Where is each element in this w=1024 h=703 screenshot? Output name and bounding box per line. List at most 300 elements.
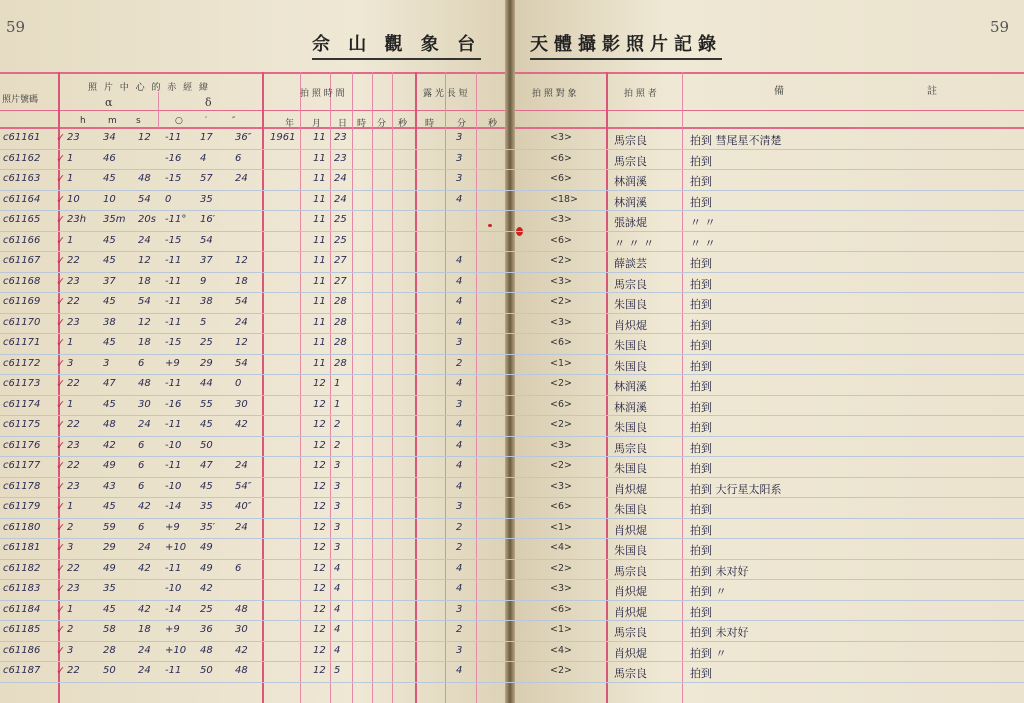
ra-seconds: 42 bbox=[138, 501, 151, 512]
dec-degrees: 0 bbox=[165, 193, 172, 205]
checkmark: ✓ bbox=[56, 664, 66, 677]
ra-minutes: 37 bbox=[103, 275, 116, 287]
exposure-minutes: 3 bbox=[456, 603, 463, 615]
ra-hours: 23h bbox=[67, 214, 87, 225]
dec-arcsec: 24 bbox=[235, 173, 248, 184]
dec-arcmin: 45 bbox=[200, 419, 213, 430]
exposure-minutes: 2 bbox=[456, 521, 463, 533]
month: 12 bbox=[313, 521, 326, 533]
object: <6> bbox=[550, 234, 572, 246]
observer: 肖炽焜 bbox=[614, 482, 647, 496]
dec-arcsec: 6 bbox=[235, 562, 242, 574]
dec-arcsec: 12 bbox=[235, 337, 248, 348]
object: <2> bbox=[550, 460, 572, 471]
table-row bbox=[0, 355, 1024, 376]
sub-minute: 分 bbox=[377, 119, 387, 129]
observer: 馬宗良 bbox=[614, 564, 647, 578]
day: 3 bbox=[334, 521, 341, 533]
checkmark: ✓ bbox=[56, 172, 66, 185]
table-row bbox=[0, 560, 1024, 581]
dec-degrees: -11 bbox=[165, 419, 182, 430]
right-page-number: 59 bbox=[990, 18, 1010, 36]
ra-hours: 22 bbox=[67, 419, 80, 430]
month: 12 bbox=[313, 624, 326, 635]
object: <3> bbox=[550, 316, 572, 328]
object: <1> bbox=[550, 521, 572, 533]
exposure-minutes: 2 bbox=[456, 624, 463, 635]
dec-degrees: +9 bbox=[165, 624, 180, 635]
ra-hours: 1 bbox=[67, 173, 74, 184]
remarks: 拍到 bbox=[690, 154, 712, 168]
ra-minutes: 47 bbox=[103, 378, 116, 389]
plate-number: c61183 bbox=[3, 583, 41, 594]
dec-degrees: -11 bbox=[165, 132, 182, 143]
ra-hours: 23 bbox=[67, 439, 80, 451]
day: 28 bbox=[334, 357, 347, 369]
plate-number: c61184 bbox=[3, 603, 41, 615]
dec-arcmin: 49 bbox=[200, 542, 213, 553]
ra-seconds: 24 bbox=[138, 234, 151, 246]
remarks: 拍到 未对好 bbox=[690, 564, 749, 578]
dec-degrees: -10 bbox=[165, 439, 182, 451]
day: 28 bbox=[334, 337, 347, 348]
table-row bbox=[0, 129, 1024, 150]
table-row bbox=[0, 498, 1024, 519]
object: <6> bbox=[550, 337, 572, 348]
observer: 肖炽焜 bbox=[614, 318, 647, 332]
ra-seconds: 12 bbox=[138, 316, 151, 328]
ra-seconds: 24 bbox=[138, 644, 151, 656]
table-row bbox=[0, 273, 1024, 294]
ra-seconds: 24 bbox=[138, 419, 151, 430]
exposure-minutes: 3 bbox=[456, 644, 463, 656]
header-remarks-2: 註 bbox=[927, 86, 937, 97]
table-row bbox=[0, 252, 1024, 273]
dec-arcmin: 38 bbox=[200, 296, 213, 307]
ra-hours: 23 bbox=[67, 275, 80, 287]
checkmark: ✓ bbox=[56, 233, 66, 247]
dec-arcsec: 42 bbox=[235, 644, 248, 656]
exposure-minutes: 3 bbox=[456, 337, 463, 348]
remarks: 拍到 彗尾星不清楚 bbox=[690, 134, 782, 147]
observer: 薛談芸 bbox=[614, 257, 647, 270]
exposure-minutes: 2 bbox=[456, 357, 463, 369]
checkmark: ✓ bbox=[56, 459, 66, 472]
observer: 馬宗良 bbox=[614, 134, 647, 147]
day: 3 bbox=[334, 480, 341, 492]
day: 25 bbox=[334, 214, 347, 225]
row-rule bbox=[0, 682, 1024, 683]
left-header-rule bbox=[0, 110, 510, 111]
month: 11 bbox=[313, 316, 326, 328]
ra-minutes: 48 bbox=[103, 419, 116, 430]
object: <3> bbox=[550, 214, 572, 225]
checkmark: ✓ bbox=[56, 541, 66, 554]
plate-number: c61182 bbox=[3, 562, 41, 574]
exposure-minutes: 4 bbox=[456, 193, 463, 205]
remarks: 拍到 bbox=[690, 503, 712, 516]
object: <2> bbox=[550, 378, 572, 389]
plate-number: c61178 bbox=[3, 480, 41, 492]
header-object: 拍 照 對 象 bbox=[532, 89, 577, 99]
ra-hours: 22 bbox=[67, 460, 80, 471]
day: 2 bbox=[334, 419, 341, 430]
right-header-rule bbox=[512, 110, 1024, 111]
remarks: 拍到 bbox=[690, 339, 712, 352]
table-row bbox=[0, 150, 1024, 171]
plate-number: c61164 bbox=[3, 193, 41, 205]
ra-seconds: 18 bbox=[138, 624, 151, 635]
remarks: 拍到 bbox=[690, 400, 712, 414]
month: 12 bbox=[313, 562, 326, 574]
object: <6> bbox=[550, 603, 572, 615]
ra-seconds: 54 bbox=[138, 296, 151, 307]
ra-seconds: 42 bbox=[138, 603, 151, 615]
month: 11 bbox=[313, 275, 326, 287]
dec-degrees: -11 bbox=[165, 296, 182, 307]
sub-second: 秒 bbox=[398, 119, 408, 129]
object: <2> bbox=[550, 665, 572, 676]
checkmark: ✓ bbox=[56, 377, 66, 390]
dec-degrees: -11 bbox=[165, 255, 182, 266]
dec-arcmin: 47 bbox=[200, 460, 213, 471]
ra-hours: 22 bbox=[67, 255, 80, 266]
observer: 林润溪 bbox=[614, 380, 647, 393]
ra-minutes: 45 bbox=[103, 337, 116, 348]
observer: 朱国良 bbox=[614, 421, 647, 434]
dec-arcsec: 36″ bbox=[235, 132, 252, 143]
checkmark: ✓ bbox=[56, 336, 66, 349]
dec-degrees: +10 bbox=[165, 542, 187, 553]
day: 2 bbox=[334, 439, 341, 451]
ra-hours: 2 bbox=[67, 521, 74, 533]
object: <4> bbox=[550, 542, 572, 553]
month: 11 bbox=[313, 193, 326, 205]
dec-degrees: -14 bbox=[165, 501, 182, 512]
table-row bbox=[0, 191, 1024, 212]
month: 12 bbox=[313, 665, 326, 676]
checkmark: ✓ bbox=[56, 356, 66, 370]
day: 4 bbox=[334, 624, 341, 635]
month: 12 bbox=[313, 378, 326, 389]
ra-minutes: 34 bbox=[103, 132, 116, 143]
dec-arcsec: 24 bbox=[235, 521, 248, 533]
remarks: 拍到 bbox=[690, 605, 712, 619]
header-remarks-1: 備 bbox=[774, 86, 784, 97]
ra-hours: 22 bbox=[67, 665, 80, 676]
ra-minutes: 45 bbox=[103, 255, 116, 266]
ra-hours: 1 bbox=[67, 234, 74, 246]
header-exposure-length: 露 光 長 短 bbox=[423, 89, 468, 99]
object: <6> bbox=[550, 398, 572, 410]
month: 11 bbox=[313, 132, 326, 143]
ra-minutes: 35 bbox=[103, 583, 116, 594]
ra-seconds: 6 bbox=[138, 357, 145, 369]
object: <3> bbox=[550, 480, 572, 492]
ra-seconds: 30 bbox=[138, 398, 151, 410]
dec-arcsec: 12 bbox=[235, 255, 248, 266]
remarks: 拍到 bbox=[690, 462, 712, 475]
ra-hours: 23 bbox=[67, 132, 80, 143]
dec-arcmin: 45 bbox=[200, 480, 213, 492]
checkmark: ✓ bbox=[56, 274, 66, 288]
day: 27 bbox=[334, 255, 347, 266]
day: 4 bbox=[334, 583, 341, 594]
checkmark: ✓ bbox=[56, 192, 66, 206]
plate-number: c61174 bbox=[3, 398, 41, 410]
ra-minutes: 10 bbox=[103, 193, 116, 205]
ra-seconds: 18 bbox=[138, 337, 151, 348]
ra-hours: 23 bbox=[67, 316, 80, 328]
ra-seconds: 24 bbox=[138, 665, 151, 676]
month: 11 bbox=[313, 255, 326, 266]
checkmark: ✓ bbox=[56, 418, 66, 431]
dec-arcmin: 35 bbox=[200, 501, 213, 512]
ra-hours: 1 bbox=[67, 398, 74, 410]
observer: 林润溪 bbox=[614, 175, 647, 188]
year: 1961 bbox=[270, 132, 296, 143]
month: 12 bbox=[313, 460, 326, 471]
observer: 朱国良 bbox=[614, 462, 647, 475]
exposure-minutes: 3 bbox=[456, 132, 463, 143]
sub-exp-hour: 時 bbox=[425, 119, 435, 129]
checkmark: ✓ bbox=[56, 397, 66, 411]
ra-minutes: 45 bbox=[103, 603, 116, 615]
month: 12 bbox=[313, 439, 326, 451]
observer: 馬宗良 bbox=[614, 441, 647, 455]
ra-hours: 3 bbox=[67, 644, 74, 656]
exposure-minutes: 3 bbox=[456, 152, 463, 164]
ra-seconds: 6 bbox=[138, 439, 145, 451]
checkmark: ✓ bbox=[56, 131, 66, 144]
sub-deg: ○ bbox=[175, 116, 183, 126]
ra-seconds: 42 bbox=[138, 562, 151, 574]
checkmark: ✓ bbox=[56, 500, 66, 513]
table-row bbox=[0, 314, 1024, 335]
day: 3 bbox=[334, 542, 341, 553]
ra-hours: 22 bbox=[67, 378, 80, 389]
ra-seconds: 12 bbox=[138, 132, 151, 143]
plate-number: c61180 bbox=[3, 521, 41, 533]
plate-number: c61170 bbox=[3, 316, 41, 328]
plate-number: c61176 bbox=[3, 439, 41, 451]
dec-arcsec: 6 bbox=[235, 152, 242, 164]
object: <1> bbox=[550, 357, 572, 369]
observer: 肖炽焜 bbox=[614, 585, 647, 598]
day: 23 bbox=[334, 132, 347, 143]
sub-h: h bbox=[80, 116, 86, 126]
dec-degrees: -16 bbox=[165, 152, 182, 164]
ra-hours: 1 bbox=[67, 603, 74, 615]
ra-seconds: 48 bbox=[138, 378, 151, 389]
dec-arcmin: 57 bbox=[200, 173, 213, 184]
object: <6> bbox=[550, 173, 572, 184]
remarks: 〃 〃 bbox=[690, 216, 716, 229]
right-top-rule bbox=[512, 72, 1024, 74]
remarks: 拍到 bbox=[690, 298, 712, 311]
plate-number: c61167 bbox=[3, 255, 41, 266]
ra-minutes: 50 bbox=[103, 665, 116, 676]
observer: 〃 〃 〃 bbox=[614, 236, 654, 250]
ra-minutes: 29 bbox=[103, 542, 116, 553]
table-row bbox=[0, 416, 1024, 437]
month: 12 bbox=[313, 501, 326, 512]
month: 11 bbox=[313, 357, 326, 369]
dec-arcsec: 30 bbox=[235, 398, 248, 410]
checkmark: ✓ bbox=[56, 520, 66, 534]
day: 4 bbox=[334, 644, 341, 656]
table-row bbox=[0, 170, 1024, 191]
day: 24 bbox=[334, 193, 347, 205]
dec-degrees: -16 bbox=[165, 398, 182, 410]
remarks: 拍到 bbox=[690, 195, 712, 209]
ra-hours: 10 bbox=[67, 193, 80, 205]
table-row bbox=[0, 642, 1024, 663]
remarks: 拍到 〃 bbox=[690, 585, 727, 598]
day: 28 bbox=[334, 296, 347, 307]
dec-arcmin: 5 bbox=[200, 316, 207, 328]
plate-number: c61186 bbox=[3, 644, 41, 656]
sub-month: 月 bbox=[312, 119, 322, 129]
plate-number: c61187 bbox=[3, 665, 41, 676]
object: <6> bbox=[550, 501, 572, 512]
object: <18> bbox=[550, 193, 579, 205]
plate-number: c61168 bbox=[3, 275, 41, 287]
table-row bbox=[0, 211, 1024, 232]
table-row bbox=[0, 519, 1024, 540]
dec-arcmin: 35′ bbox=[200, 521, 215, 533]
dec-arcmin: 29 bbox=[200, 357, 213, 369]
dec-arcmin: 25 bbox=[200, 603, 213, 615]
month: 11 bbox=[313, 173, 326, 184]
table-row bbox=[0, 334, 1024, 355]
table-row bbox=[0, 437, 1024, 458]
dec-degrees: -11 bbox=[165, 665, 182, 676]
dec-arcmin: 54 bbox=[200, 234, 213, 246]
month: 12 bbox=[313, 644, 326, 656]
table-row bbox=[0, 457, 1024, 478]
dec-degrees: +9 bbox=[165, 357, 180, 369]
remarks: 拍到 bbox=[690, 318, 712, 332]
month: 12 bbox=[313, 419, 326, 430]
day: 4 bbox=[334, 603, 341, 615]
left-top-rule bbox=[0, 72, 510, 74]
plate-number: c61171 bbox=[3, 337, 41, 348]
month: 11 bbox=[313, 234, 326, 246]
observer: 林润溪 bbox=[614, 195, 647, 209]
dec-arcmin: 50 bbox=[200, 665, 213, 676]
month: 12 bbox=[313, 603, 326, 615]
header-observer: 拍 照 者 bbox=[624, 89, 657, 99]
observer: 朱国良 bbox=[614, 503, 647, 516]
left-page-number: 59 bbox=[6, 18, 26, 36]
ra-minutes: 43 bbox=[103, 480, 116, 492]
dec-arcmin: 48 bbox=[200, 644, 213, 656]
month: 12 bbox=[313, 480, 326, 492]
dec-arcsec: 24 bbox=[235, 460, 248, 471]
plate-number: c61179 bbox=[3, 501, 41, 512]
dec-arcmin: 35 bbox=[200, 193, 213, 205]
exposure-minutes: 4 bbox=[456, 583, 463, 594]
ra-minutes: 42 bbox=[103, 439, 116, 451]
month: 12 bbox=[313, 542, 326, 553]
ra-seconds: 6 bbox=[138, 521, 145, 533]
month: 12 bbox=[313, 398, 326, 410]
checkmark: ✓ bbox=[56, 295, 66, 308]
exposure-minutes: 3 bbox=[456, 173, 463, 184]
plate-number: c61177 bbox=[3, 460, 41, 471]
checkmark: ✓ bbox=[56, 254, 66, 267]
remarks: 拍到 大行星太阳系 bbox=[690, 482, 782, 496]
object: <2> bbox=[550, 296, 572, 307]
table-row bbox=[0, 539, 1024, 560]
dec-arcmin: 55 bbox=[200, 398, 213, 410]
dec-arcmin: 16′ bbox=[200, 214, 215, 225]
dec-arcmin: 42 bbox=[200, 583, 213, 594]
object: <3> bbox=[550, 275, 572, 287]
dec-arcsec: 54″ bbox=[235, 480, 252, 492]
ra-hours: 1 bbox=[67, 337, 74, 348]
ra-minutes: 49 bbox=[103, 460, 116, 471]
exposure-minutes: 4 bbox=[456, 460, 463, 471]
sub-arcsec: ″ bbox=[232, 116, 236, 126]
ra-seconds: 54 bbox=[138, 193, 151, 205]
dec-arcmin: 50 bbox=[200, 439, 213, 451]
remarks: 拍到 bbox=[690, 175, 712, 188]
observer: 朱国良 bbox=[614, 298, 647, 311]
checkmark: ✓ bbox=[56, 438, 66, 452]
dec-arcsec: 48 bbox=[235, 603, 248, 615]
dec-degrees: +10 bbox=[165, 644, 187, 656]
ra-minutes: 45 bbox=[103, 501, 116, 512]
month: 11 bbox=[313, 152, 326, 164]
remarks: 拍到 bbox=[690, 441, 712, 455]
remarks: 拍到 〃 bbox=[690, 646, 727, 660]
ra-hours: 22 bbox=[67, 296, 80, 307]
dec-arcsec: 30 bbox=[235, 624, 248, 635]
header-exposure-time: 拍 照 時 間 bbox=[300, 89, 345, 99]
dec-degrees: -11 bbox=[165, 275, 182, 287]
dec-arcsec: 42 bbox=[235, 419, 248, 430]
ra-seconds: 6 bbox=[138, 480, 145, 492]
dec-arcmin: 49 bbox=[200, 562, 213, 574]
dec-arcsec: 0 bbox=[235, 378, 242, 389]
dec-degrees: -11 bbox=[165, 378, 182, 389]
sub-hour: 時 bbox=[357, 119, 367, 129]
remarks: 拍到 bbox=[690, 523, 712, 537]
dec-arcmin: 44 bbox=[200, 378, 213, 389]
observer: 馬宗良 bbox=[614, 154, 647, 168]
exposure-minutes: 4 bbox=[456, 378, 463, 389]
plate-number: c61165 bbox=[3, 214, 41, 225]
object: <3> bbox=[550, 132, 572, 143]
table-row bbox=[0, 621, 1024, 642]
object: <3> bbox=[550, 583, 572, 594]
remarks: 拍到 bbox=[690, 257, 712, 270]
dec-degrees: -11 bbox=[165, 562, 182, 574]
header-alpha: α bbox=[105, 96, 113, 109]
dec-degrees: -11 bbox=[165, 460, 182, 471]
dec-degrees: -15 bbox=[165, 337, 182, 348]
exposure-minutes: 4 bbox=[456, 296, 463, 307]
sub-m: m bbox=[108, 116, 117, 126]
day: 27 bbox=[334, 275, 347, 287]
day: 4 bbox=[334, 562, 341, 574]
day: 5 bbox=[334, 665, 341, 676]
sub-day: 日 bbox=[338, 119, 348, 129]
plate-number: c61185 bbox=[3, 624, 41, 635]
observer: 朱国良 bbox=[614, 359, 647, 373]
